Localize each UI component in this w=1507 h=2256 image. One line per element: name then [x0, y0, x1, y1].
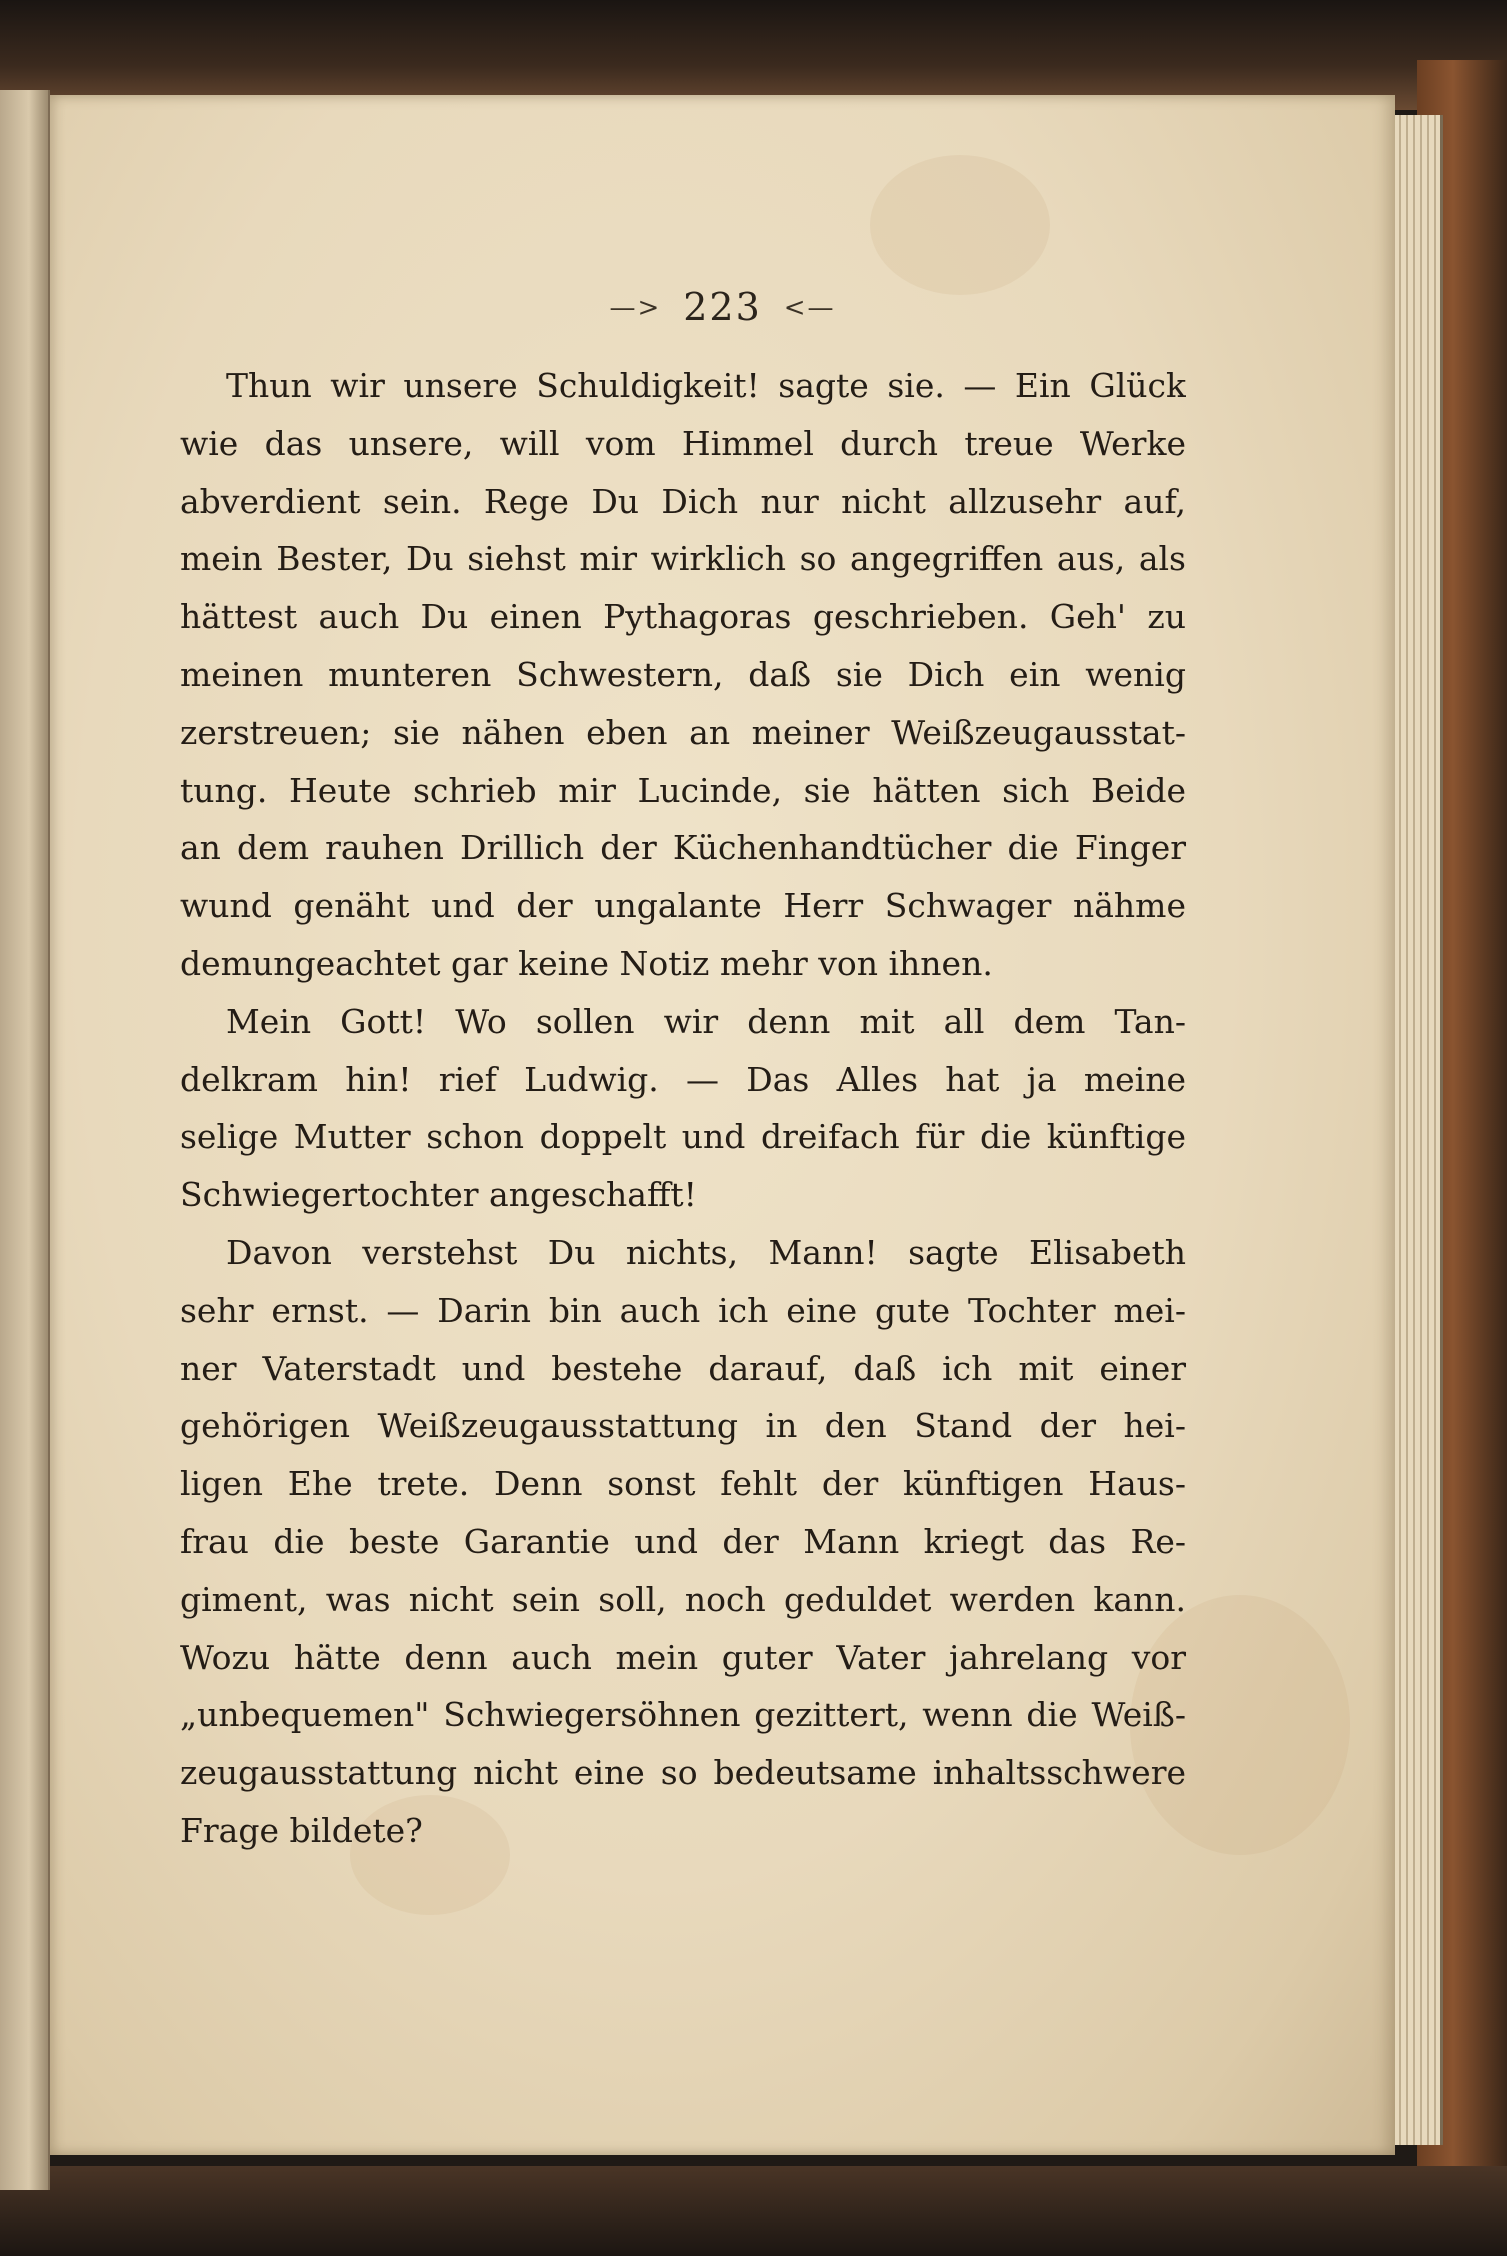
text-line: ligen Ehe trete. Denn sonst fehlt der künftigen Haus-	[180, 1464, 1186, 1504]
text-line: „unbequemen" Schwiegersöhnen gezittert, wenn die Weiß-	[180, 1695, 1186, 1735]
text-line: mein Bester, Du siehst mir wirklich so angegriffen aus, als	[180, 539, 1186, 579]
text-line: Mein Gott! Wo sollen wir denn mit all dem Tan-	[226, 1001, 1186, 1041]
text-line: delkram hin! rief Ludwig. — Das Alles hat ja meine	[180, 1059, 1186, 1099]
text-line: gehörigen Weißzeugausstattung in den Stand der hei-	[180, 1406, 1186, 1446]
text-line: abverdient sein. Rege Du Dich nur nicht allzusehr auf,	[180, 481, 1186, 521]
text-line: zeugausstattung nicht eine so bedeutsame inhaltsschwere	[180, 1753, 1186, 1793]
paper-stain	[870, 155, 1050, 295]
text-line: wie das unsere, will vom Himmel durch treue Werke	[180, 423, 1186, 463]
page-body-text	[180, 357, 1186, 1860]
text-line: hättest auch Du einen Pythagoras geschrieben. Geh' zu	[180, 597, 1186, 637]
text-line: meinen munteren Schwestern, daß sie Dich ein wenig	[180, 654, 1186, 694]
facing-page-edge	[0, 90, 50, 2190]
text-line: selige Mutter schon doppelt und dreifach für die künftige	[180, 1117, 1186, 1157]
page-header	[50, 285, 1395, 329]
text-line: ner Vaterstadt und bestehe darauf, daß ich mit einer	[180, 1348, 1186, 1388]
text-line: Frage bildete?	[180, 1810, 423, 1850]
text-line: tung. Heute schrieb mir Lucinde, sie hätten sich Beide	[180, 770, 1186, 810]
text-line: frau die beste Garantie und der Mann kriegt das Re-	[180, 1521, 1186, 1561]
text-line: giment, was nicht sein soll, noch geduldet werden kann.	[180, 1579, 1186, 1619]
text-line: an dem rauhen Drillich der Küchenhandtücher die Finger	[180, 828, 1186, 868]
text-line: Davon verstehst Du nichts, Mann! sagte Elisabeth	[226, 1232, 1186, 1272]
page-number: 223	[683, 285, 762, 329]
text-line: Thun wir unsere Schuldigkeit! sagte sie. — Ein Glück	[226, 366, 1186, 405]
text-line: zerstreuen; sie nähen eben an meiner Weißzeugausstat-	[180, 712, 1186, 752]
header-ornament-right: <—	[783, 293, 836, 323]
text-line: sehr ernst. — Darin bin auch ich eine gute Tochter mei-	[180, 1290, 1186, 1330]
text-line: Wozu hätte denn auch mein guter Vater jahrelang vor	[180, 1637, 1186, 1677]
header-ornament-left: —>	[609, 293, 662, 323]
text-line: wund genäht und der ungalante Herr Schwager nähme	[180, 886, 1186, 926]
text-line: Schwiegertochter angeschafft!	[180, 1175, 697, 1215]
book-page	[50, 95, 1395, 2155]
book-cover-bottom	[0, 2166, 1507, 2256]
book-cover-top	[0, 0, 1507, 110]
text-line: demungeachtet gar keine Notiz mehr von ihnen.	[180, 943, 993, 983]
